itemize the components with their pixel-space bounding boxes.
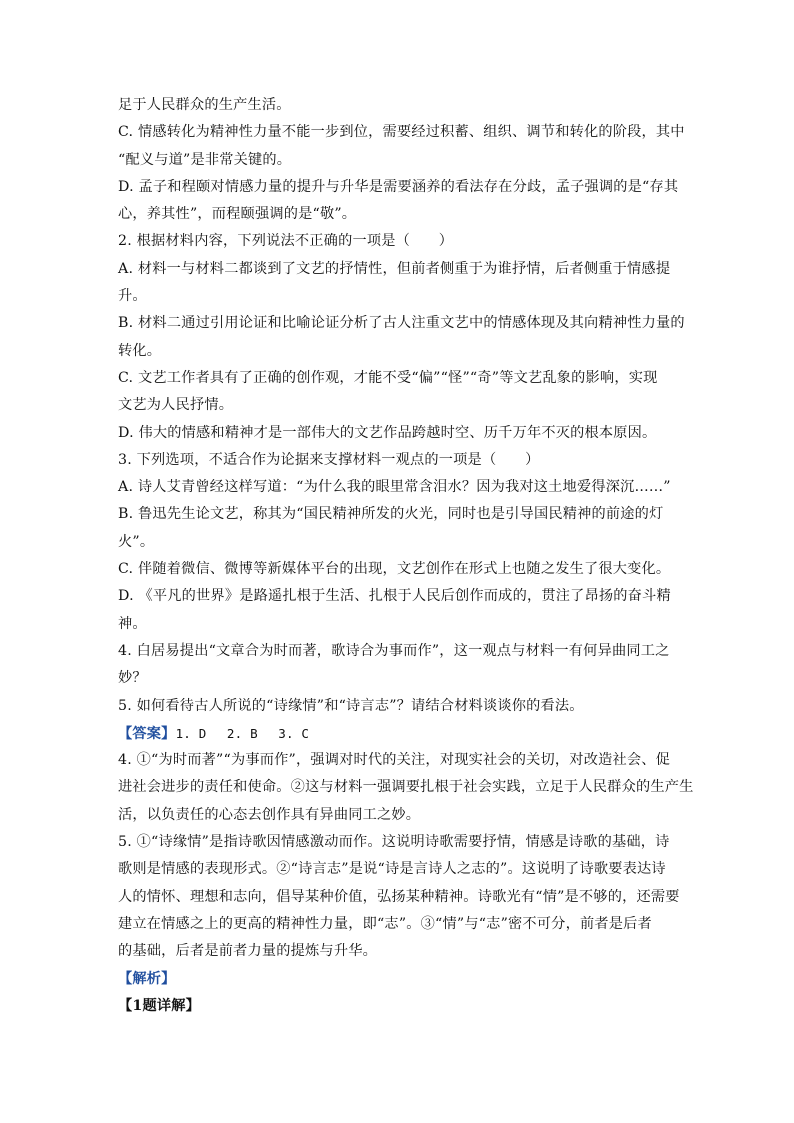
text-line: 心，养其性”，而程颐强调的是“敬”。 [118, 206, 357, 223]
detail-label: 【1题详解】 [118, 997, 201, 1014]
document-page [118, 92, 694, 1020]
text-line: 文艺为人民抒情。 [118, 397, 234, 414]
answer-values: 1. D 2. B 3. C [175, 725, 310, 741]
option-d: D. 《平凡的世界》是路遥扎根于生活、扎根于人民后创作而成的，贯注了昂扬的奋斗精 [118, 588, 671, 605]
option-c: C. 文艺工作者具有了正确的创作观，才能不受“偏”“怪”“奇”等文艺乱象的影响，实现 [118, 369, 658, 386]
answer-line [118, 720, 678, 747]
text-line: 人的情怀、理想和志向，倡导某种价值，弘扬某种精神。诗歌光有“情”是不够的，还需要 [118, 888, 680, 905]
text-line: 的基础，后者是前者力量的提炼与升华。 [118, 943, 377, 960]
option-b: B. 材料二通过引用论证和比喻论证分析了古人注重文艺中的情感体现及其向精神性力量的 [118, 315, 685, 332]
question-4: 4. 白居易提出“文章合为时而著，歌诗合为事而作”，这一观点与材料一有何异曲同工之 [118, 642, 670, 659]
text-line: 神。 [118, 615, 147, 632]
answer-label: 【答案】 [118, 725, 176, 742]
analysis-heading [118, 966, 678, 993]
option-d: D. 孟子和程颐对情感力量的提升与升华是需要涵养的看法存在分歧，孟子强调的是“存其 [118, 178, 679, 195]
detail-heading [118, 993, 678, 1020]
text-line: 妙？ [118, 670, 147, 687]
option-a: A. 诗人艾青曾经这样写道：“为什么我的眼里常含泪水？因为我对这土地爱得深沉……” [118, 479, 671, 496]
answer-5: 5. ①“诗缘情”是指诗歌因情感激动而作。这说明诗歌需要抒情，情感是诗歌的基础，诗 [118, 834, 670, 851]
text-line: 活，以负责任的心态去创作具有异曲同工之妙。 [118, 806, 421, 823]
option-d: D. 伟大的情感和精神才是一部伟大的文艺作品跨越时空、历千万年不灭的根本原因。 [118, 424, 657, 441]
option-a: A. 材料一与材料二都谈到了文艺的抒情性，但前者侧重于为谁抒情，后者侧重于情感提 [118, 260, 671, 277]
question-2: 2. 根据材料内容，下列说法不正确的一项是（ ） [118, 233, 454, 250]
option-b: B. 鲁迅先生论文艺，称其为“国民精神所发的火光，同时也是引导国民精神的前途的灯 [118, 506, 664, 523]
text-line: 进社会进步的责任和使命。②这与材料一强调要扎根于社会实践，立足于人民群众的生产生 [118, 779, 694, 796]
text-line: 建立在情感之上的更高的精神性力量，即“志”。③“情”与“志”密不可分，前者是后者 [118, 915, 652, 932]
text-line: “配义与道”是非常关键的。 [118, 151, 292, 168]
text-line: 升。 [118, 288, 147, 305]
text-line: 火”。 [118, 533, 155, 550]
text-line: 转化。 [118, 342, 162, 359]
question-3: 3. 下列选项，不适合作为论据来支撑材料一观点的一项是（ ） [118, 451, 540, 468]
option-c: C. 情感转化为精神性力量不能一步到位，需要经过积蓄、组织、调节和转化的阶段，其中 [118, 124, 685, 141]
question-5: 5. 如何看待古人所说的“诗缘情”和“诗言志”？请结合材料谈谈你的看法。 [118, 697, 584, 714]
analysis-label: 【解析】 [118, 970, 176, 987]
answer-4: 4. ①“为时而著”“为事而作”，强调对时代的关注，对现实社会的关切，对改造社会、促 [118, 752, 671, 769]
text-line: 足于人民群众的生产生活。 [118, 97, 291, 113]
option-c: C. 伴随着微信、微博等新媒体平台的出现，文艺创作在形式上也随之发生了很大变化。 [118, 561, 671, 578]
text-line: 歌则是情感的表现形式。②“诗言志”是说“诗是言诗人之志的”。这说明了诗歌要表达诗 [118, 861, 666, 878]
